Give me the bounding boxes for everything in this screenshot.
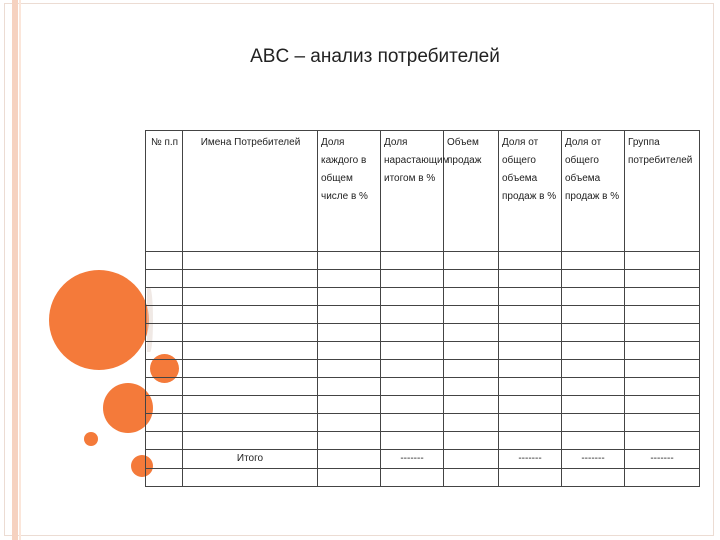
table-cell — [318, 342, 381, 360]
table-cell — [381, 324, 444, 342]
table-cell — [444, 396, 499, 414]
table-cell — [499, 360, 562, 378]
table-cell — [183, 270, 318, 288]
table-cell — [381, 396, 444, 414]
table-cell — [146, 288, 183, 306]
table-cell — [183, 469, 318, 487]
table-cell — [146, 342, 183, 360]
table-cell — [318, 324, 381, 342]
header-cell-names: Имена Потребителей — [183, 131, 318, 252]
table-cell — [499, 414, 562, 432]
total-cell: ------- — [562, 450, 625, 469]
table-cell — [499, 270, 562, 288]
table-cell — [499, 432, 562, 450]
table-cell — [625, 432, 700, 450]
header-cell-cumulative-share: Доля нарастающим итогом в % — [381, 131, 444, 252]
table-cell — [381, 306, 444, 324]
table-row — [146, 252, 700, 270]
header-cell-customer-group: Группа потребителей — [625, 131, 700, 252]
table-cell — [444, 360, 499, 378]
table-cell — [183, 342, 318, 360]
decorative-stripe-inner — [19, 0, 21, 540]
table-cell — [183, 432, 318, 450]
table-cell — [146, 469, 183, 487]
table-cell — [562, 306, 625, 324]
table-cell — [499, 378, 562, 396]
table-cell — [625, 252, 700, 270]
table-cell — [183, 378, 318, 396]
table-row — [146, 342, 700, 360]
table-cell — [562, 270, 625, 288]
table-row — [146, 396, 700, 414]
table-cell — [183, 360, 318, 378]
table-cell — [381, 252, 444, 270]
table-cell — [146, 378, 183, 396]
table-cell — [318, 306, 381, 324]
table-cell — [625, 324, 700, 342]
table-cell — [146, 306, 183, 324]
table-cell — [625, 288, 700, 306]
abc-analysis-table — [145, 130, 700, 487]
decorative-circle-large — [49, 270, 149, 370]
table-cell — [562, 288, 625, 306]
table-cell — [183, 252, 318, 270]
table-cell — [318, 252, 381, 270]
table-cell — [318, 270, 381, 288]
table-cell — [381, 360, 444, 378]
table-cell — [499, 324, 562, 342]
table-cell — [625, 469, 700, 487]
table-cell — [183, 324, 318, 342]
table-cell — [444, 252, 499, 270]
table-cell — [318, 432, 381, 450]
table-cell — [625, 378, 700, 396]
table-header-row — [146, 131, 700, 252]
table-cell — [444, 288, 499, 306]
table-cell — [444, 270, 499, 288]
table-cell — [146, 360, 183, 378]
table-cell — [381, 414, 444, 432]
table-cell — [381, 469, 444, 487]
table-row — [146, 324, 700, 342]
total-cell: ------- — [499, 450, 562, 469]
table-cell — [146, 252, 183, 270]
table-row — [146, 378, 700, 396]
table-cell — [562, 342, 625, 360]
table-row — [146, 360, 700, 378]
table-cell — [381, 288, 444, 306]
table-cell — [562, 360, 625, 378]
table-cell — [183, 288, 318, 306]
table-cell — [318, 378, 381, 396]
table-cell — [146, 324, 183, 342]
table-cell — [444, 469, 499, 487]
table-cell — [318, 288, 381, 306]
table-cell — [562, 469, 625, 487]
table-cell — [625, 396, 700, 414]
table-cell — [444, 342, 499, 360]
header-cell-sales-volume: Объем продаж — [444, 131, 499, 252]
slide-title: ABC – анализ потребителей — [250, 46, 500, 67]
decorative-stripe — [12, 0, 18, 540]
header-cell-share-of-sales-1: Доля от общего объема продаж в % — [499, 131, 562, 252]
table-cell — [625, 270, 700, 288]
table-cell — [444, 414, 499, 432]
table-row — [146, 270, 700, 288]
table-cell — [444, 306, 499, 324]
table-cell — [625, 306, 700, 324]
table-cell — [146, 270, 183, 288]
table-cell — [146, 432, 183, 450]
table-cell — [562, 396, 625, 414]
total-cell — [444, 450, 499, 469]
table-cell — [381, 270, 444, 288]
table-cell — [183, 396, 318, 414]
table-cell — [625, 342, 700, 360]
header-cell-share-of-sales-2: Доля от общего объема продаж в % — [562, 131, 625, 252]
table-cell — [318, 396, 381, 414]
table-cell — [318, 469, 381, 487]
table-row — [146, 414, 700, 432]
table-cell — [499, 306, 562, 324]
table-cell — [444, 378, 499, 396]
table-cell — [381, 432, 444, 450]
table-cell — [444, 432, 499, 450]
table-row — [146, 288, 700, 306]
table-cell — [381, 342, 444, 360]
table-cell — [562, 378, 625, 396]
table-cell — [499, 252, 562, 270]
table-cell — [183, 414, 318, 432]
decorative-circle-tiny — [84, 432, 98, 446]
total-cell — [318, 450, 381, 469]
table-cell — [146, 396, 183, 414]
table-cell — [499, 288, 562, 306]
table-row — [146, 432, 700, 450]
table-cell — [562, 432, 625, 450]
table-cell — [318, 360, 381, 378]
table-cell — [183, 306, 318, 324]
total-cell: ------- — [381, 450, 444, 469]
table-cell — [381, 378, 444, 396]
table-cell — [499, 469, 562, 487]
table-cell — [318, 414, 381, 432]
table-cell — [625, 414, 700, 432]
header-cell-number: № п.п — [146, 131, 183, 252]
table-cell — [444, 324, 499, 342]
table-cell — [499, 396, 562, 414]
table-row-empty — [146, 469, 700, 487]
table-cell — [562, 252, 625, 270]
table-cell — [146, 414, 183, 432]
total-label: Итого — [183, 450, 318, 469]
total-cell — [146, 450, 183, 469]
table-body — [146, 252, 700, 487]
table-cell — [562, 324, 625, 342]
table-row — [146, 306, 700, 324]
table-cell — [562, 414, 625, 432]
table-cell — [625, 360, 700, 378]
table-cell — [499, 342, 562, 360]
total-cell: ------- — [625, 450, 700, 469]
table-row-total — [146, 450, 700, 469]
header-cell-share: Доля каждого в общем числе в % — [318, 131, 381, 252]
